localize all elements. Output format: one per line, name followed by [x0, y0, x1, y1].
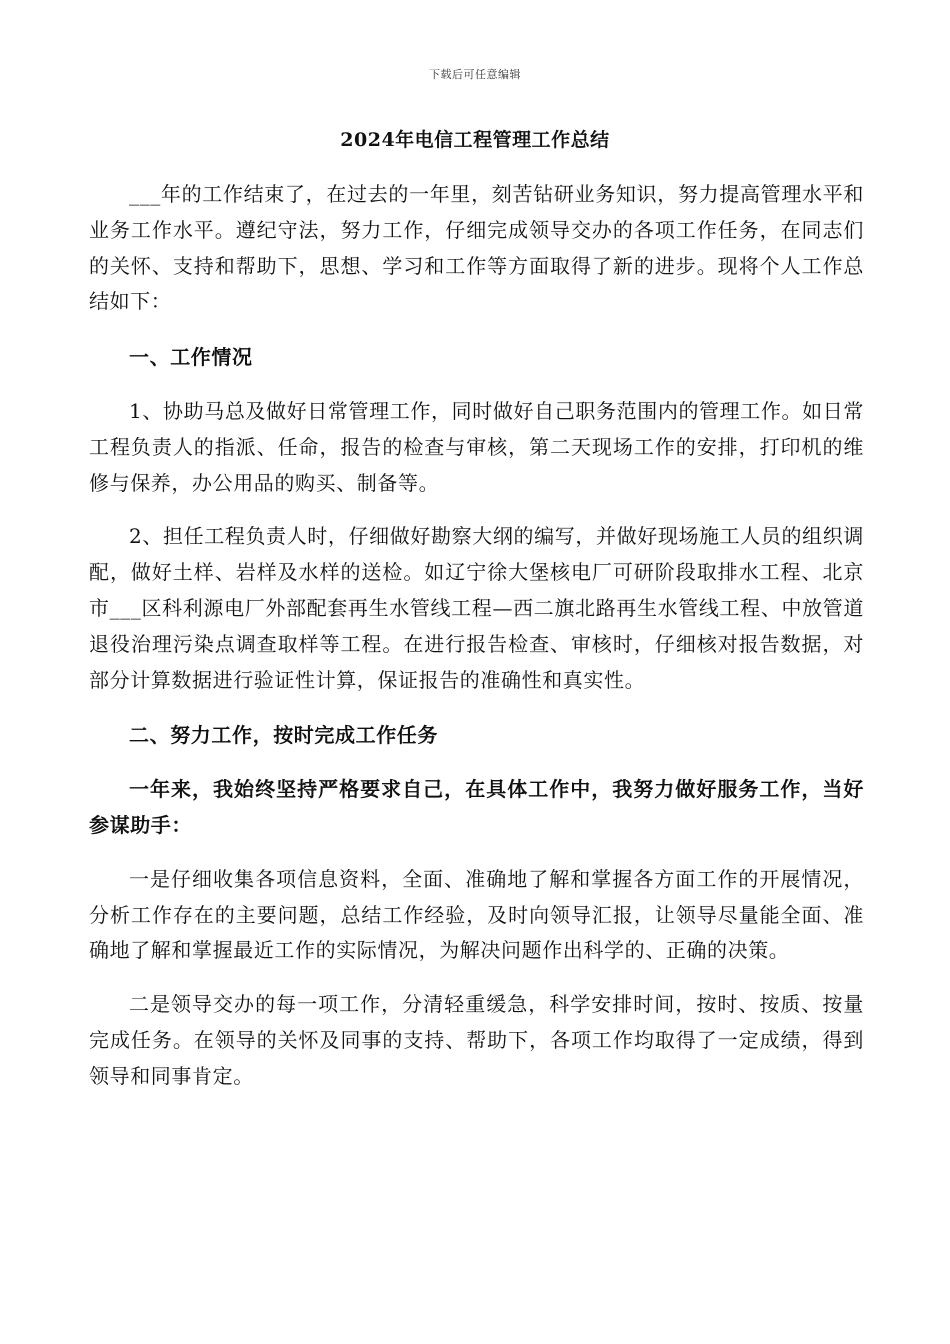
- section-2-heading: 二、努力工作，按时完成工作任务: [129, 723, 438, 748]
- document-body: [89, 177, 864, 1095]
- header-note: 下载后可任意编辑: [429, 68, 521, 81]
- section-1-item-2: 2、担任工程负责人时，仔细做好勘察大纲的编写，并做好现场施工人员的组织调配，做好土样、岩样及水样的送检。如辽宁徐大堡核电厂可研阶段取排水工程、北京市___区科利源电厂外部配套再生水管线工程—西二旗北路再生水管线工程、中放管道退役治理污染点调查取样等工程。在进行报告检查、审核时，仔细核对报告数据，对部分计算数据进行验证性计算，保证报告的准确性和真实性。: [89, 524, 864, 692]
- intro-paragraph: ___年的工作结束了，在过去的一年里，刻苦钻研业务知识，努力提高管理水平和业务工作水平。遵纪守法，努力工作，仔细完成领导交办的各项工作任务，在同志们的关怀、支持和帮助下，思想、学习和工作等方面取得了新的进步。现将个人工作总结如下：: [89, 182, 864, 314]
- document-title: 2024年电信工程管理工作总结: [340, 129, 610, 151]
- section-2-point-1: 一是仔细收集各项信息资料，全面、准确地了解和掌握各方面工作的开展情况，分析工作存在的主要问题，总结工作经验，及时向领导汇报，让领导尽量能全面、准确地了解和掌握最近工作的实际情况，为解决问题作出科学的、正确的决策。: [89, 866, 864, 963]
- section-1-heading: 一、工作情况: [129, 345, 253, 370]
- section-2-lead: 一年来，我始终坚持严格要求自己，在具体工作中，我努力做好服务工作，当好参谋助手：: [89, 777, 864, 837]
- section-2-point-2: 二是领导交办的每一项工作，分清轻重缓急，科学安排时间，按时、按质、按量完成任务。在领导的关怀及同事的支持、帮助下，各项工作均取得了一定成绩，得到领导和同事肯定。: [89, 992, 864, 1088]
- section-1-item-1: 1、协助马总及做好日常管理工作，同时做好自己职务范围内的管理工作。如日常工程负责人的指派、任命，报告的检查与审核，第二天现场工作的安排，打印机的维修与保养，办公用品的购买、制备等。: [89, 398, 864, 495]
